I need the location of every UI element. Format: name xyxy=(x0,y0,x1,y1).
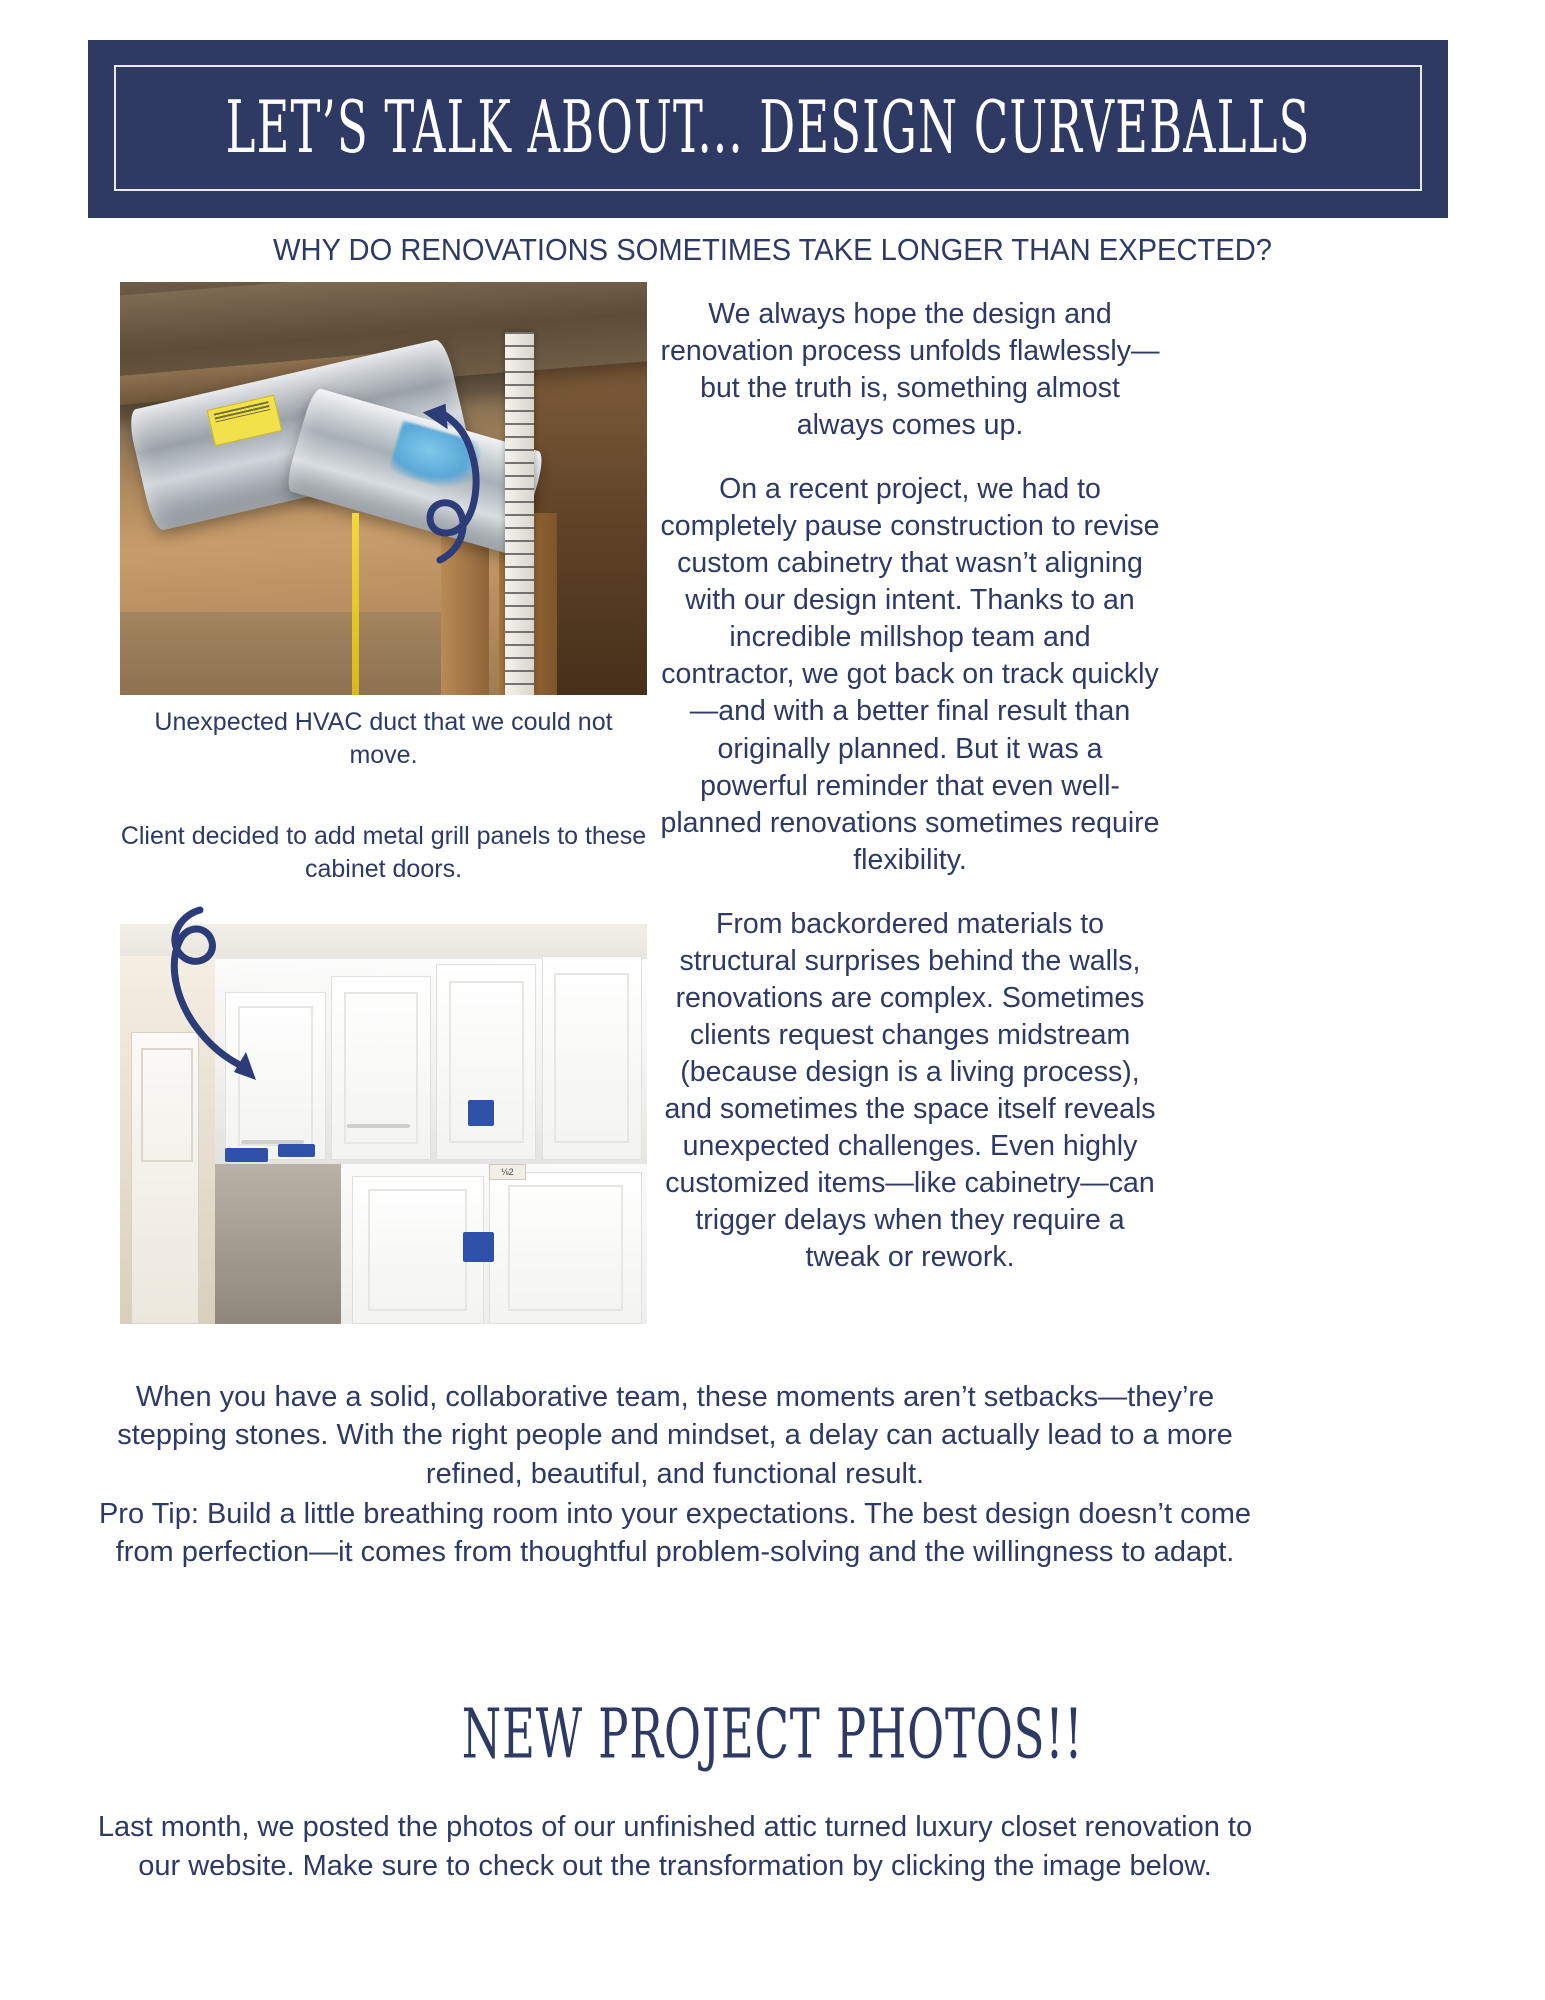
closing-text xyxy=(85,1378,1265,1573)
body-paragraph-2: On a recent project, we had to completely pause construction to revise custom cabinetry that wasn’t aligning with our design intent. Thanks to an incredible millshop team and contractor, we got back on track quickly—and with a better final result than originally planned. But it was a powerful reminder that even well-planned renovations sometimes require flexibility. xyxy=(660,473,1160,876)
hvac-duct-photo xyxy=(120,282,647,695)
closing-paragraph-1: When you have a solid, collaborative team, these moments aren’t setbacks—they’re stepping stones. With the right people and mindset, a delay can actually lead to a more refined, beautiful, and functional result. xyxy=(117,1381,1233,1490)
header-banner xyxy=(88,40,1448,218)
photo-cabinet-door xyxy=(436,964,536,1160)
photo-cabinet-door xyxy=(225,992,325,1160)
photo-cabinet-door xyxy=(542,956,642,1160)
photo-cabinet-handle xyxy=(347,1124,410,1128)
photo-blue-tape xyxy=(463,1232,495,1262)
new-project-body: Last month, we posted the photos of our unfinished attic turned luxury closet renovation to our website. Make sure to check out the transformation by clicking the image below. xyxy=(97,1811,1253,1882)
body-paragraph-1: We always hope the design and renovation process unfolds flawlessly—but the truth is, something almost always comes up. xyxy=(660,298,1160,442)
page-title: LET’S TALK ABOUT... DESIGN CURVEBALLS xyxy=(225,86,1311,170)
photo-blue-tape xyxy=(225,1148,267,1162)
photo-blue-tape xyxy=(468,1100,494,1126)
photo-doorway xyxy=(131,1032,200,1324)
photo-measuring-tape xyxy=(505,332,534,695)
body-paragraph-3: From backordered materials to structural surprises behind the walls, renovations are complex. Sometimes clients request changes midstream (because design is a living process), and sometimes the space itself reveals unexpected challenges. Even highly customized items—like cabinetry—can trigger delays when they require a tweak or rework. xyxy=(664,907,1156,1274)
photo-blue-tape xyxy=(278,1144,315,1157)
section-heading: WHY DO RENOVATIONS SOMETIMES TAKE LONGER THAN EXPECTED? xyxy=(272,232,1273,267)
photo-caption-hvac: Unexpected HVAC duct that we could not move. xyxy=(154,708,613,769)
photo-shadow-gap xyxy=(215,1164,341,1324)
photo-measurement-note: ⅛2 xyxy=(489,1164,526,1180)
article-body xyxy=(660,296,1160,1276)
photo-cabinet-door xyxy=(489,1172,642,1324)
photo-caption-cabinets: Client decided to add metal grill panels to these cabinet doors. xyxy=(120,822,647,883)
photo-yellow-level xyxy=(352,513,359,695)
photo-subfloor xyxy=(120,612,447,695)
photo-cabinet-door xyxy=(331,976,431,1160)
cabinet-doors-photo xyxy=(120,924,647,1324)
new-project-heading: NEW PROJECT PHOTOS!! xyxy=(461,1693,1084,1774)
closing-paragraph-2: Pro Tip: Build a little breathing room into your expectations. The best design doesn’t come from perfection—it comes from thoughtful problem-solving and the willingness to adapt. xyxy=(98,1497,1252,1569)
